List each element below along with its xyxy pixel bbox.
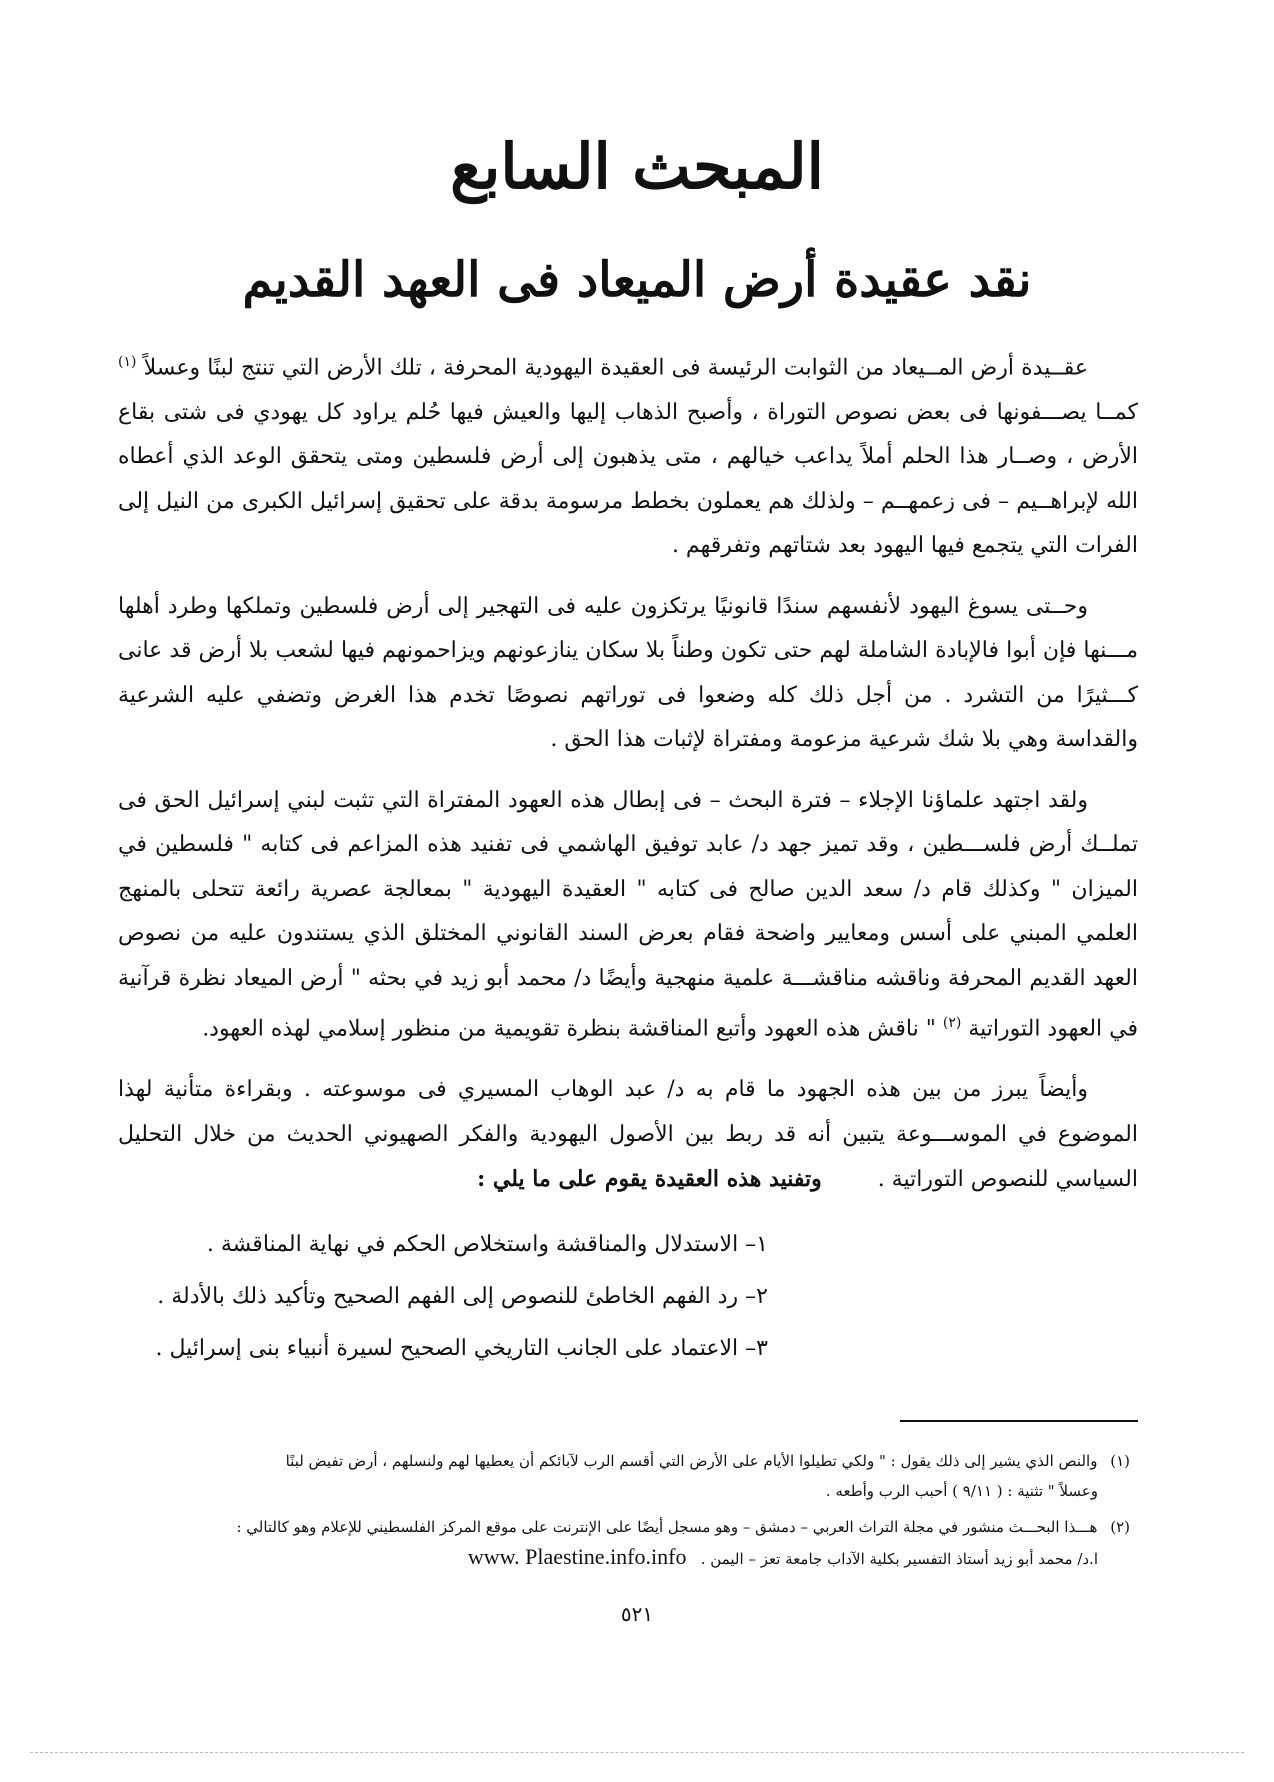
- footnote-ref-2[interactable]: (٢): [942, 1015, 962, 1032]
- paragraph-4-text: وأيضاً يبرز من بين هذه الجهود ما قام به د/ عبد الوهاب المسيري فى موسوعته . وبقراءة متأنية لهذا الموضوع في الموســـوعة يتبين أنه قد ربط بين الأصول اليهودية والفكر الصهيوني الحديث من خلال التحليل السياسي للنصوص التوراتية .: [118, 1077, 1138, 1193]
- footnote-2-line2: [130, 1542, 1130, 1574]
- footnote-2: [130, 1512, 1130, 1574]
- list-item: ٢– رد الفهم الخاطئ للنصوص إلى الفهم الصحيح وتأكيد ذلك بالأدلة .: [157, 1283, 768, 1309]
- footnote-2-author: ا.د/ محمد أبو زيد أستاذ التفسير بكلية الآداب جامعة تعز – اليمن .: [700, 1550, 1098, 1568]
- footnote-1: [130, 1446, 1130, 1506]
- paragraph-3-text-a: ولقد اجتهد علماؤنا الإجلاء – فترة البحث – فى إبطال هذه العهود المفتراة التي تثبت لبني إسرائيل الحق فى تملــك أرض فلســـطين ، وقد تميز جهد د/ عابد توفيق الهاشمي فى تفنيد هذه المزاعم فى كتابه " فلسطين في الميزان " وكذلك قام د/ سعد الدين صالح فى كتابه " العقيدة اليهودية " بمعالجة عصرية رائعة تتحلى بالمنهج العلمي المبني على أسس ومعايير واضحة فقام بعرض السند القانوني المختلق الذي يستندون عليه من نصوص العهد القديم المحرفة وناقشه مناقشـــة علمية منهجية وأيضًا د/ محمد أبو زيد في بحثه " أرض الميعاد نظرة قرآنية في العهود التوراتية: [118, 787, 1138, 1042]
- page-number: ٥٢١: [620, 1602, 654, 1626]
- paragraph-3: [118, 779, 1138, 1052]
- paragraph-1-text-a: عقــيدة أرض المــيعاد من الثوابت الرئيسة فى العقيدة اليهودية المحرفة ، تلك الأرض التي تنتج لبنًا وعسلاً: [143, 355, 1088, 381]
- footnote-1-line2: وعسلاً " تثنية : ( ٩/١١ ) أحبب الرب وأطعه .: [825, 1482, 1098, 1500]
- footnote-2-number: (٢): [1110, 1518, 1130, 1536]
- paragraph-2: وحــتى يسوغ اليهود لأنفسهم سندًا قانونيًا يرتكزون عليه فى التهجير إلى أرض فلسطين وتملكها وطرد أهلها مـــنها فإن أبوا فالإبادة الشاملة لهم حتى تكون وطناً بلا سكان ينازعونهم ويزاحمونهم فيها لشعب بلا أرض قد عانى كـــثيرًا من التشرد . من أجل ذلك كله وضعوا فى توراتهم نصوصًا تخدم هذا الغرض وتضفي عليه الشرعية والقداسة وهي بلا شك شرعية مزعومة ومفتراة لإثبات هذا الحق .: [118, 593, 1138, 753]
- footnote-ref-1[interactable]: (١): [118, 354, 137, 370]
- paragraph-1-text-b: كمــا يصـــفونها فى بعض نصوص التوراة ، وأصبح الذهاب إليها والعيش فيها حُلم يراود كل يهودي فى شتى بقاع الأرض ، وصــار هذا الحلم أملاً يداعب خيالهم ، متى يذهبون إلى أرض فلسطين ومتى يتحقق الوعد الذي أعطاه الله لإبراهــيم – فى زعمهــم – ولذلك هم يعملون بخطط مرسومة بدقة على تحقيق إسرائيل الكبرى من النيل إلى الفرات التي يتجمع فيها اليهود بعد شتاتهم وتفرقهم .: [118, 399, 1138, 559]
- list-item: ٣– الاعتماد على الجانب التاريخي الصحيح لسيرة أنبياء بنى إسرائيل .: [155, 1335, 768, 1361]
- paragraph-4-bold-tail: وتفنيد هذه العقيدة يقوم على ما يلي :: [477, 1166, 822, 1193]
- criteria-list: [118, 1219, 1138, 1375]
- scan-edge-line: [30, 1752, 1244, 1754]
- footnote-1-line1: والنص الذي يشير إلى ذلك يقول : " ولكي تطيلوا الأيام على الأرض التي أقسم الرب لآبائكم أن يعطيها لهم ولنسلهم ، أرض تفيض لبنًا: [285, 1452, 1098, 1470]
- footnote-2-url[interactable]: www. Plaestine.info.info: [467, 1544, 687, 1569]
- section-title: المبحث السابع: [450, 130, 824, 203]
- footnote-2-line1: هـــذا البحـــث منشور في مجلة التراث العربي – دمشق – وهو مسجل أيضًا على الإنترنت على موقع المركز الفلسطيني للإعلام وهو كالتالي :: [236, 1518, 1098, 1536]
- paragraph-1: [118, 340, 1138, 569]
- paragraph-4: [118, 1068, 1138, 1203]
- footnotes: [130, 1446, 1130, 1580]
- footnote-1-number: (١): [1110, 1452, 1130, 1470]
- list-item: ١– الاستدلال والمناقشة واستخلاص الحكم في نهاية المناقشة .: [206, 1231, 768, 1257]
- footnote-divider: [900, 1420, 1138, 1422]
- topic-title: نقد عقيدة أرض الميعاد فى العهد القديم: [242, 252, 1032, 308]
- paragraph-3-text-b: " ناقش هذه العهود وأتبع المناقشة بنظرة تقويمية من منظور إسلامي لهذه العهود.: [202, 1016, 936, 1042]
- body-text: [118, 340, 1138, 1375]
